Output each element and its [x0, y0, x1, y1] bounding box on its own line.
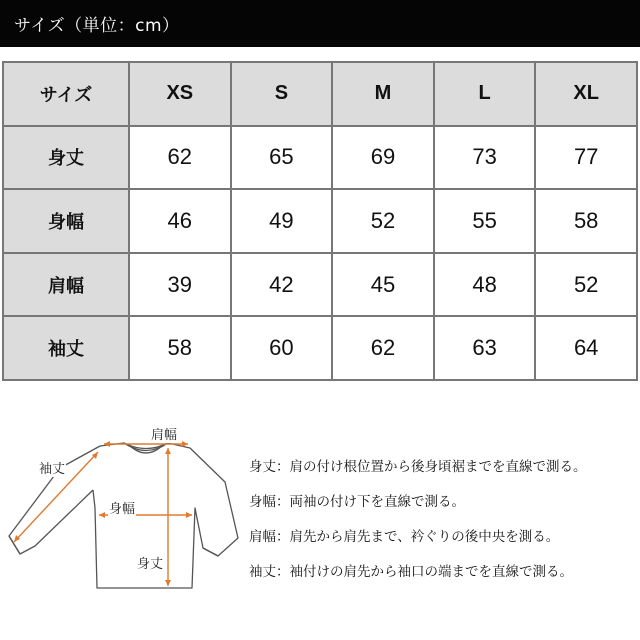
table-cell: 52 [535, 253, 637, 317]
shirt-measurement-diagram [0, 418, 250, 618]
table-cell: 69 [332, 126, 434, 190]
table-cell: 73 [434, 126, 536, 190]
table-cell: 49 [231, 189, 333, 253]
table-row [3, 316, 637, 380]
table-cell: 64 [535, 316, 637, 380]
note-sleeve-length: 袖丈：袖付けの肩先から袖口の端までを直線で測る。 [249, 564, 573, 580]
table-cell: 42 [231, 253, 333, 317]
table-cell: 60 [231, 316, 333, 380]
table-cell: 48 [434, 253, 536, 317]
shirt-outline-icon [0, 418, 250, 618]
table-cell: 45 [332, 253, 434, 317]
measurement-notes [249, 450, 639, 590]
body-length-label: 身丈 [136, 553, 164, 572]
table-cell: 62 [129, 126, 231, 190]
shoulder-width-label: 肩幅 [150, 424, 178, 443]
table-cell: 46 [129, 189, 231, 253]
table-header-row [3, 62, 637, 126]
size-header-m: M [332, 62, 434, 126]
table-cell: 62 [332, 316, 434, 380]
header-title: サイズ（単位：cm） [14, 16, 180, 36]
row-label-sleeve-length: 袖丈 [3, 316, 129, 380]
table-cell: 63 [434, 316, 536, 380]
row-label-body-length: 身丈 [3, 126, 129, 190]
size-header-l: L [434, 62, 536, 126]
note-body-width: 身幅：両袖の付け下を直線で測る。 [249, 494, 465, 510]
size-header-xs: XS [129, 62, 231, 126]
size-corner-label: サイズ [3, 62, 129, 126]
body-width-label: 身幅 [108, 498, 136, 517]
row-label-shoulder-width: 肩幅 [3, 253, 129, 317]
size-table [2, 61, 638, 381]
table-cell: 58 [129, 316, 231, 380]
table-row [3, 189, 637, 253]
table-row [3, 126, 637, 190]
row-label-body-width: 身幅 [3, 189, 129, 253]
size-header-s: S [231, 62, 333, 126]
size-header-xl: XL [535, 62, 637, 126]
table-cell: 58 [535, 189, 637, 253]
table-cell: 77 [535, 126, 637, 190]
note-body-length: 身丈：肩の付け根位置から後身頃裾までを直線で測る。 [249, 459, 587, 475]
note-shoulder-width: 肩幅：肩先から肩先まで、衿ぐりの後中央を測る。 [249, 529, 560, 545]
table-row [3, 253, 637, 317]
table-cell: 65 [231, 126, 333, 190]
table-cell: 55 [434, 189, 536, 253]
header-bar [0, 0, 640, 47]
table-cell: 39 [129, 253, 231, 317]
sleeve-length-label: 袖丈 [38, 458, 66, 477]
table-cell: 52 [332, 189, 434, 253]
